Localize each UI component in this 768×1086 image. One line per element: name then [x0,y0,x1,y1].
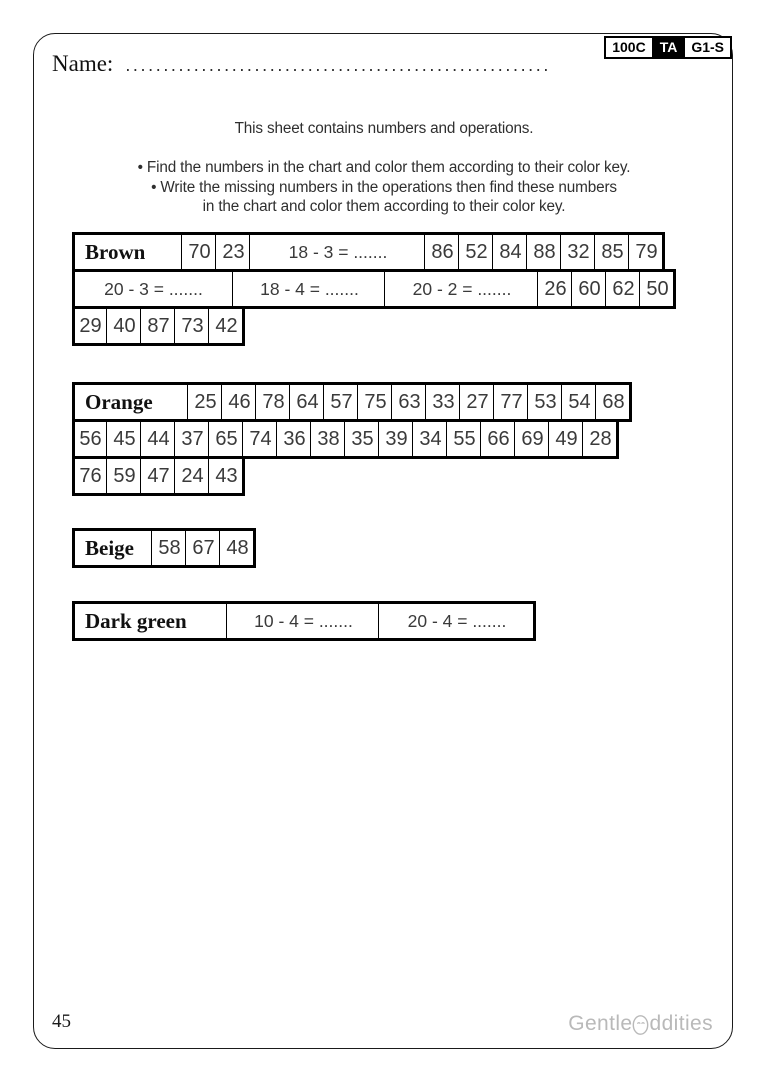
number-cell[interactable]: 66 [480,419,517,459]
table-row [72,232,676,272]
number-cell[interactable]: 76 [72,456,109,496]
color-block-beige [72,528,256,568]
table-row [72,419,632,459]
number-cell[interactable]: 42 [208,306,245,346]
number-cell[interactable]: 52 [458,232,495,272]
number-cell[interactable]: 56 [72,419,109,459]
number-cell[interactable]: 67 [185,528,222,568]
intro-text: This sheet contains numbers and operations. [234,120,534,137]
number-cell[interactable]: 33 [425,382,462,422]
logo-text-suffix: ddities [649,1012,713,1035]
number-cell[interactable]: 74 [242,419,279,459]
number-cell[interactable]: 88 [526,232,563,272]
color-block-dark-green [72,601,536,641]
logo-text-prefix: Gentle [568,1012,633,1035]
number-cell[interactable]: 86 [424,232,461,272]
number-cell[interactable]: 40 [106,306,143,346]
number-cell[interactable]: 79 [628,232,665,272]
number-cell[interactable]: 24 [174,456,211,496]
number-cell[interactable]: 75 [357,382,394,422]
number-cell[interactable]: 36 [276,419,313,459]
operation-cell[interactable]: 18 - 4 = ....... [232,269,387,309]
number-cell[interactable]: 37 [174,419,211,459]
number-cell[interactable]: 48 [219,528,256,568]
number-cell[interactable]: 57 [323,382,360,422]
name-field-row [52,51,551,77]
number-cell[interactable]: 68 [595,382,632,422]
color-block-orange [72,382,632,496]
number-cell[interactable]: 29 [72,306,109,346]
operation-cell[interactable]: 20 - 2 = ....... [384,269,540,309]
name-label: Name: [52,51,114,76]
instruction-line-0: • Find the numbers in the chart and color them according to their color key. [137,159,631,176]
name-input-line[interactable]: ........................................................ [125,55,551,75]
number-cell[interactable]: 25 [187,382,224,422]
table-row [72,269,676,309]
number-cell[interactable]: 55 [446,419,483,459]
table-row [72,382,632,422]
color-name-cell[interactable]: Orange [72,382,190,422]
number-cell[interactable]: 64 [289,382,326,422]
number-cell[interactable]: 60 [571,269,608,309]
table-row [72,528,256,568]
page-number: 45 [52,1011,71,1032]
operation-cell[interactable]: 10 - 4 = ....... [226,601,381,641]
table-row [72,306,676,346]
instruction-bullets [0,158,768,217]
number-cell[interactable]: 43 [208,456,245,496]
instruction-line-1: • Write the missing numbers in the operations then find these numbers [151,178,617,196]
number-cell[interactable]: 69 [514,419,551,459]
number-cell[interactable]: 87 [140,306,177,346]
operation-cell[interactable]: 20 - 3 = ....... [72,269,235,309]
number-cell[interactable]: 23 [215,232,252,272]
number-cell[interactable]: 49 [548,419,585,459]
color-block-brown [72,232,676,346]
number-cell[interactable]: 28 [582,419,619,459]
number-cell[interactable]: 59 [106,456,143,496]
number-cell[interactable]: 54 [561,382,598,422]
number-cell[interactable]: 26 [537,269,574,309]
number-cell[interactable]: 78 [255,382,292,422]
number-cell[interactable]: 84 [492,232,529,272]
table-row [72,456,632,496]
number-cell[interactable]: 50 [639,269,676,309]
table-row [72,601,536,641]
color-name-cell[interactable]: Beige [72,528,154,568]
number-cell[interactable]: 62 [605,269,642,309]
number-cell[interactable]: 44 [140,419,177,459]
code-badge-segment-2: G1-S [683,38,730,57]
instruction-line-2: in the chart and color them according to their color key. [202,198,566,215]
color-name-cell[interactable]: Brown [72,232,184,272]
number-cell[interactable]: 85 [594,232,631,272]
brand-logo [568,1012,713,1036]
number-cell[interactable]: 35 [344,419,381,459]
sheet-code-badge [604,36,732,59]
number-cell[interactable]: 38 [310,419,347,459]
egg-icon [632,1014,649,1035]
operation-cell[interactable]: 20 - 4 = ....... [378,601,536,641]
color-name-cell[interactable]: Dark green [72,601,229,641]
number-cell[interactable]: 65 [208,419,245,459]
number-cell[interactable]: 47 [140,456,177,496]
number-cell[interactable]: 27 [459,382,496,422]
number-cell[interactable]: 46 [221,382,258,422]
number-cell[interactable]: 45 [106,419,143,459]
number-cell[interactable]: 58 [151,528,188,568]
number-cell[interactable]: 39 [378,419,415,459]
number-cell[interactable]: 77 [493,382,530,422]
number-cell[interactable]: 73 [174,306,211,346]
number-cell[interactable]: 63 [391,382,428,422]
code-badge-segment-0: 100C [606,38,651,57]
operation-cell[interactable]: 18 - 3 = ....... [249,232,427,272]
code-badge-segment-1: TA [652,38,684,57]
number-cell[interactable]: 34 [412,419,449,459]
number-cell[interactable]: 32 [560,232,597,272]
number-cell[interactable]: 53 [527,382,564,422]
number-cell[interactable]: 70 [181,232,218,272]
